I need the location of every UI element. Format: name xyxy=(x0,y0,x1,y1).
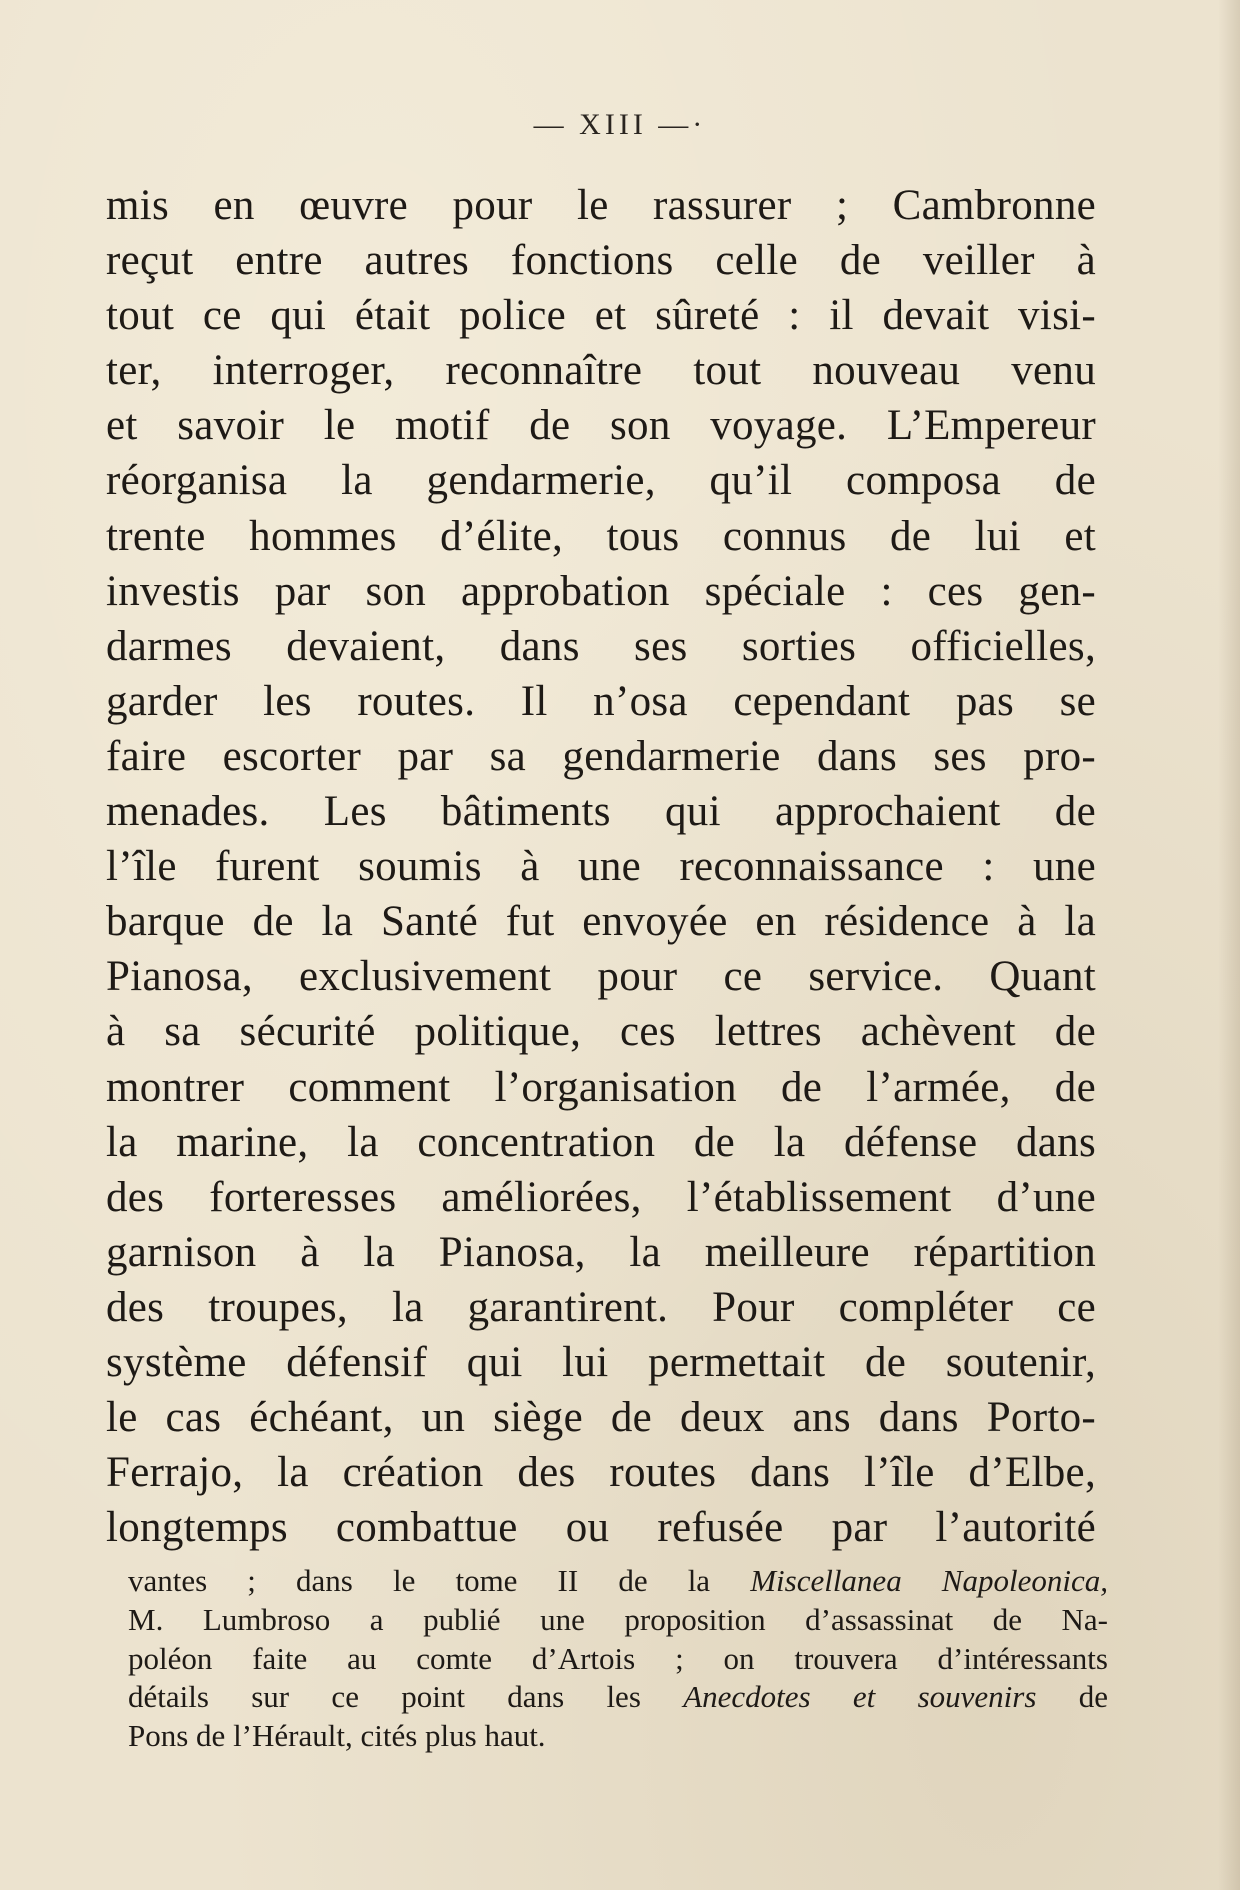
text-line: garder les routes. Il n’osa cependant pas se xyxy=(106,677,1096,725)
text-line: tout ce qui était police et sûreté : il devait visi- xyxy=(106,292,1096,340)
page-edge-shadow xyxy=(1218,0,1240,1890)
footnote-italic-title: Miscellanea Napoleonica, xyxy=(750,1563,1108,1598)
text-line: système défensif qui lui permettait de soutenir, xyxy=(106,1338,1096,1386)
footnote-text: vantes ; dans le tome II de la xyxy=(128,1563,751,1598)
text-line: darmes devaient, dans ses sorties officielles, xyxy=(106,622,1096,670)
text-line: Ferrajo, la création des routes dans l’île d’Elbe, xyxy=(106,1449,1096,1497)
text-line: garnison à la Pianosa, la meilleure répartition xyxy=(106,1228,1096,1276)
footnote-line: M. Lumbroso a publié une proposition d’assassinat de Na- xyxy=(128,1601,1108,1637)
text-line: barque de la Santé fut envoyée en résidence à la xyxy=(106,898,1096,946)
text-line: des troupes, la garantirent. Pour compléter ce xyxy=(106,1283,1096,1331)
text-line: investis par son approbation spéciale : ces gen- xyxy=(106,567,1096,615)
footnote-line: Pons de l’Hérault, cités plus haut. xyxy=(128,1718,546,1754)
text-line: ter, interroger, reconnaître tout nouveau venu xyxy=(106,347,1096,395)
text-line: à sa sécurité politique, ces lettres achèvent de xyxy=(106,1008,1096,1056)
text-line: reçut entre autres fonctions celle de veiller à xyxy=(106,237,1096,285)
text-line: le cas échéant, un siège de deux ans dans Porto- xyxy=(106,1394,1096,1442)
text-line: la marine, la concentration de la défense dans xyxy=(106,1118,1096,1166)
text-line: mis en œuvre pour le rassurer ; Cambronne xyxy=(106,182,1096,229)
text-line: faire escorter par sa gendarmerie dans ses pro- xyxy=(106,732,1096,780)
text-line: Pianosa, exclusivement pour ce service. Quant xyxy=(106,953,1096,1001)
text-line: trente hommes d’élite, tous connus de lui et xyxy=(106,512,1096,560)
footnote-text: détails sur ce point dans les xyxy=(128,1679,684,1715)
page-number-header: — XIII —· xyxy=(533,108,707,141)
text-line: et savoir le motif de son voyage. L’Empereur xyxy=(106,402,1096,450)
footnote-line xyxy=(128,1562,1108,1601)
footnote-line xyxy=(128,1678,1108,1717)
text-line: des forteresses améliorées, l’établissement d’une xyxy=(106,1173,1096,1221)
text-line: réorganisa la gendarmerie, qu’il composa de xyxy=(106,457,1096,505)
text-line: montrer comment l’organisation de l’armée, de xyxy=(106,1063,1096,1111)
footnote-block xyxy=(128,1562,1108,1756)
text-line: longtemps combattue ou refusée par l’autorité xyxy=(106,1504,1096,1552)
footnote-text: de xyxy=(1036,1679,1108,1715)
text-line: l’île furent soumis à une reconnaissance : une xyxy=(106,843,1096,891)
text-line: menades. Les bâtiments qui approchaient de xyxy=(106,788,1096,836)
footnote-line: poléon faite au comte d’Artois ; on trouvera d’intéressants xyxy=(128,1640,1108,1676)
footnote-italic-title: Anecdotes et souvenirs xyxy=(683,1679,1037,1715)
main-text-block xyxy=(106,178,1096,1555)
